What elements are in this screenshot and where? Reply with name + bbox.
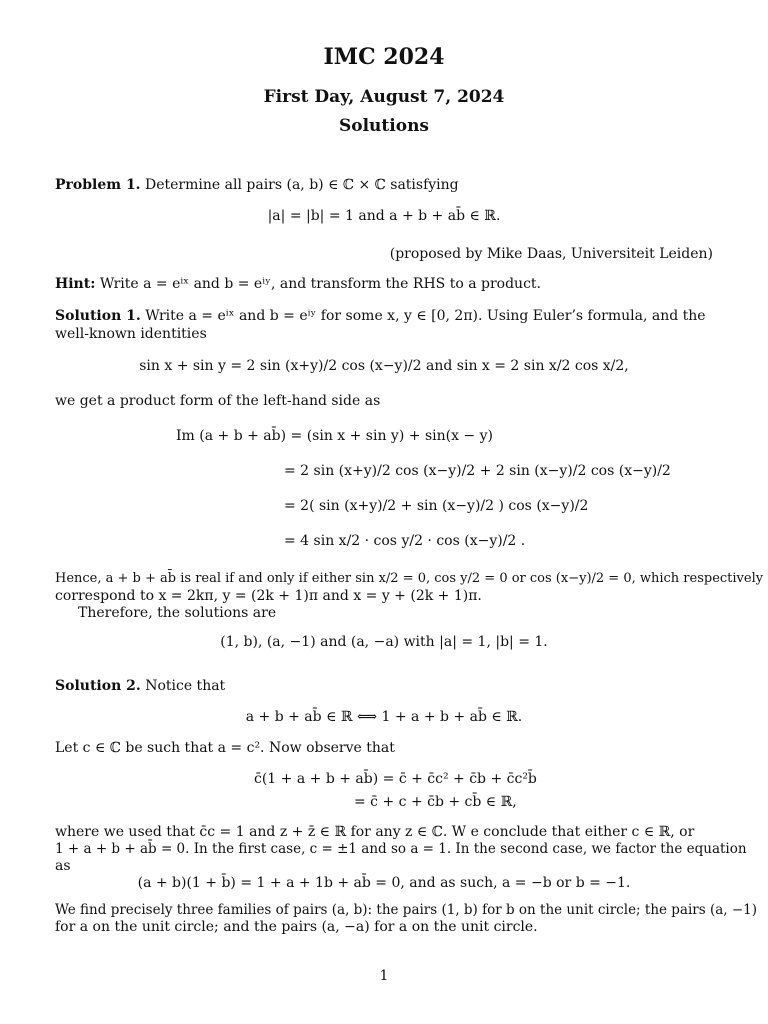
day-heading: First Day, August 7, 2024: [263, 87, 505, 107]
solution1-answer: (1, b), (a, −1) and (a, −a) with |a| = 1, |b| = 1.: [220, 634, 548, 650]
hint-text: Write a = eⁱˣ and b = eⁱʸ, and transform the RHS to a product.: [99, 276, 541, 292]
solution1-hence-line1: Hence, a + b + ab̄ is real if and only if either sin x/2 = 0, cos y/2 = 0 or cos (x−y)/2 = 0, which respectively: [55, 571, 764, 586]
solution2-eq1: c̄(1 + a + b + ab̄) = c̄ + c̄c² + c̄b + c̄c²b̄: [254, 771, 537, 787]
solution1-lead: we get a product form of the left-hand side as: [55, 393, 381, 409]
identity-equation: sin x + sin y = 2 sin (x+y)/2 cos (x−y)/2 and sin x = 2 sin x/2 cos x/2,: [139, 358, 629, 374]
solution2-intro-text: Notice that: [145, 678, 226, 694]
solution1-intro-line2: well-known identities: [55, 326, 207, 342]
problem-text: Determine all pairs (a, b) ∈ ℂ × ℂ satisfying: [145, 177, 459, 193]
solution1-intro-line1: Write a = eⁱˣ and b = eⁱʸ for some x, y ∈ [0, 2π). Using Euler’s formula, and the: [145, 308, 706, 324]
solution2-final-line1: We find precisely three families of pairs (a, b): the pairs (1, b) for b on the unit circle; the pairs (a, −1): [55, 902, 758, 918]
solution1-intro: [55, 308, 713, 326]
solution1-eq2: = 2 sin (x+y)/2 cos (x−y)/2 + 2 sin (x−y)/2 cos (x−y)/2: [284, 463, 671, 479]
problem-statement: [55, 177, 713, 195]
solution2-final-line2: for a on the unit circle; and the pairs (a, −a) for a on the unit circle.: [55, 919, 538, 935]
solution2-where-line3: as: [55, 858, 71, 874]
solution1-eq1: Im (a + b + ab̄) = (sin x + sin y) + sin(x − y): [176, 428, 493, 444]
page-number: 1: [379, 968, 389, 984]
proposer-credit: (proposed by Mike Daas, Universiteit Leiden): [389, 246, 713, 262]
hint-label: Hint:: [55, 276, 96, 292]
problem-condition: |a| = |b| = 1 and a + b + ab̄ ∈ ℝ.: [267, 208, 501, 224]
solution1-label: Solution 1.: [55, 308, 141, 324]
solution1-eq3: = 2( sin (x+y)/2 + sin (x−y)/2 ) cos (x−y)/2: [284, 498, 589, 514]
hint: [55, 276, 713, 294]
solution1-therefore: Therefore, the solutions are: [78, 605, 277, 621]
solution2-equivalence: a + b + ab̄ ∈ ℝ ⟺ 1 + a + b + ab̄ ∈ ℝ.: [245, 709, 523, 725]
section-heading: Solutions: [338, 116, 429, 136]
solution1-eq4: = 4 sin x/2 · cos y/2 · cos (x−y)/2 .: [284, 533, 526, 549]
solution2-eq2: = c̄ + c + c̄b + cb̄ ∈ ℝ,: [354, 794, 517, 810]
solution2-where-line1: where we used that c̄c = 1 and z + z̄ ∈ ℝ for any z ∈ ℂ. W e conclude that either c ∈ ℝ, or: [55, 824, 695, 840]
solution2-factorization: (a + b)(1 + b̄) = 1 + a + 1b + ab̄ = 0, and as such, a = −b or b = −1.: [137, 875, 631, 891]
solution2-let: Let c ∈ ℂ be such that a = c². Now observe that: [55, 740, 395, 756]
solution2-where-line2: 1 + a + b + ab̄ = 0. In the first case, c = ±1 and so a = 1. In the second case, we factor the equation: [55, 841, 747, 857]
problem-label: Problem 1.: [55, 177, 141, 193]
solution2-label: Solution 2.: [55, 678, 141, 694]
solution1-hence-line2: correspond to x = 2kπ, y = (2k + 1)π and x = y + (2k + 1)π.: [55, 588, 482, 604]
page-title: IMC 2024: [323, 44, 445, 70]
solution2-intro: [55, 678, 713, 696]
